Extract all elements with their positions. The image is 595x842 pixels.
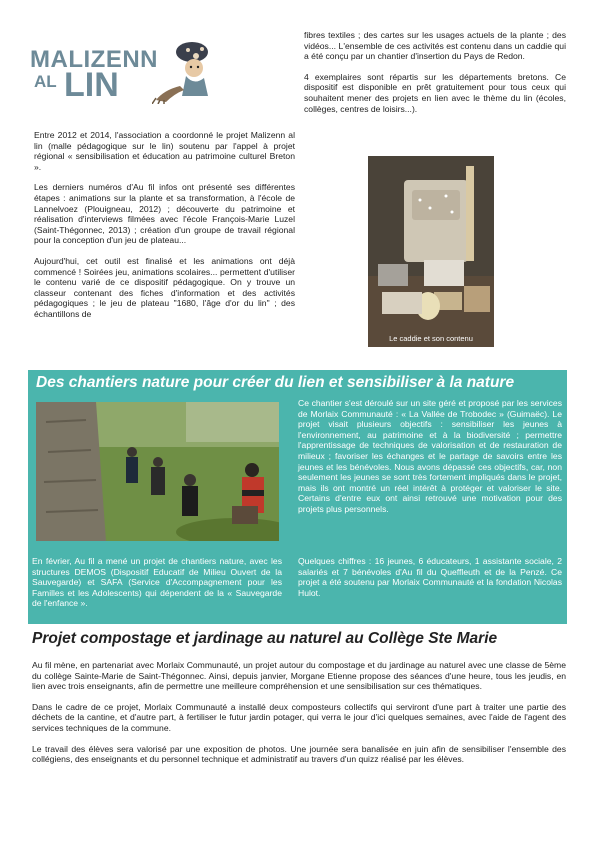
intro-paragraph-1: Entre 2012 et 2014, l'association a coordonné le projet Malizenn al lin (malle pédagogique sur le lin) soutenu par l'appel à projet régional « sensibilisation et éducation au patrimoine culturel Breton ». [34, 130, 295, 172]
logo-text-lin: LIN [64, 66, 119, 104]
compost-title: Projet compostage et jardinage au naturel au Collège Ste Marie [32, 630, 498, 647]
chantiers-right-paragraph-1: Ce chantier s'est déroulé sur un site géré et proposé par les services de Morlaix Communauté : « La Vallée de Trobodec » (Guimaëc). Le projet visait plusieurs objectifs : sensibiliser les jeunes à l'environnement, au patrimoine et à la biodiversité ; permettre l'apprentissage de techniques de valorisation et de restauration de milieux ; favoriser les échanges et le partage de savoirs entre les jeunes et les bénévoles. Nous avons dépassé ces objectifs, car, non seulement les jeunes se sont très fortement impliqués dans le projet, mais ils ont montré un réel intérêt à protéger et valoriser le site. Certains d'entre eux ont ainsi retrouvé une motivation pour des projets plus personnels. [298, 398, 562, 514]
chantiers-photo [36, 402, 279, 541]
chantiers-photo-image [36, 402, 279, 541]
right-paragraph-2: 4 exemplaires sont répartis sur les départements bretons. Ce dispositif est disponible en prêt gratuitement pour tous ceux qui souhaitent mener des projets en lien avec le thème du lin (écoles, collèges, centres de loisirs...). [304, 71, 566, 114]
chantiers-title: Des chantiers nature pour créer du lien et sensibiliser à la nature [36, 374, 515, 391]
logo-figure-illustration [152, 38, 222, 104]
caddie-photo-caption: Le caddie et son contenu [389, 334, 473, 343]
logo-text-al: AL [34, 72, 57, 91]
compost-paragraph-2: Dans le cadre de ce projet, Morlaix Communauté a installé deux composteurs collectifs qui serviront d'une part à traiter une partie des déchets de la cantine, et d'autre part, à fertiliser le futur jardin potager, qui verra le jour d'ici quelques semaines, avec l'aide de l'agent des services techniques de la commune. [32, 701, 566, 733]
right-paragraph-1: fibres textiles ; des cartes sur les usages actuels de la plante ; des vidéos... L'ensemble de ces activités est contenu dans un caddie qui a été conçu par un chantier d'insertion du Pays de Redon. [304, 30, 566, 62]
chantiers-section [28, 370, 567, 624]
caddie-photo-image [368, 156, 494, 347]
right-top-column [304, 30, 566, 114]
caddie-photo [368, 156, 494, 347]
chantiers-right-paragraph-2: Quelques chiffres : 16 jeunes, 6 éducateurs, 1 assistante sociale, 2 salariés et 7 bénévoles d'Au fil du Queffleuth et de la Penzé. Ce projet a été soutenu par Morlaix Communauté et la fondation Nicolas Hulot. [298, 556, 562, 598]
logo [30, 38, 200, 118]
intro-paragraph-2: Les derniers numéros d'Au fil infos ont présenté ses différentes étapes : animations sur la plante et sa transformation, à l'école de Lannelvoez (Plouigneau, 2012) ; découverte du patrimoine et réalisation d'interviews filmées avec l'école François-Marie Luzel (Saint-Thégonnec, 2013) ; création d'un groupe de travail régional pour la conception d'un jeu de plateau... [34, 182, 295, 246]
chantiers-left-paragraph: En février, Au fil a mené un projet de chantiers nature, avec les structures DEMOS (Dispositif Educatif de Milieu Ouvert de la Sauvegarde) et SAFA (Service d'Accompagnement pour les Familles et les Adolescents) qui dépendent de la « Sauvegarde de l'enfance ». [32, 556, 282, 609]
compost-paragraph-3: Le travail des élèves sera valorisé par une exposition de photos. Une journée sera banalisée en juin afin de sensibiliser l'ensemble des collégiens, des enseignants et du personnel technique et administratif au travers d'un quizz réalisé par les élèves. [32, 743, 566, 765]
logo-text-malizenn: MALIZENN [30, 46, 158, 73]
compost-paragraph-1: Au fil mène, en partenariat avec Morlaix Communauté, un projet autour du compostage et du jardinage au naturel avec une classe de 5ème du collège Sainte-Marie de Saint-Thégonnec. Ainsi, depuis janvier, Morgane Etienne propose des séances d'une heure, tous les jeudis, en lien avec trois enseignants, afin de permettre une meilleure compréhension et une sensibilisation sur ces thématiques. [32, 660, 566, 692]
intro-paragraph-3: Aujourd'hui, cet outil est finalisé et les animations ont déjà commencé ! Soirées jeu, animations scolaires... permettent d'utiliser le contenu varié de ce dispositif pédagogique. On y trouve un classeur contenant des fiches d'information et des activités pédagogiques ; le jeu de plateau "1680, l'âge d'or du lin" ; des échantillons de [34, 255, 295, 319]
intro-column [34, 130, 295, 320]
compost-column [32, 660, 566, 765]
